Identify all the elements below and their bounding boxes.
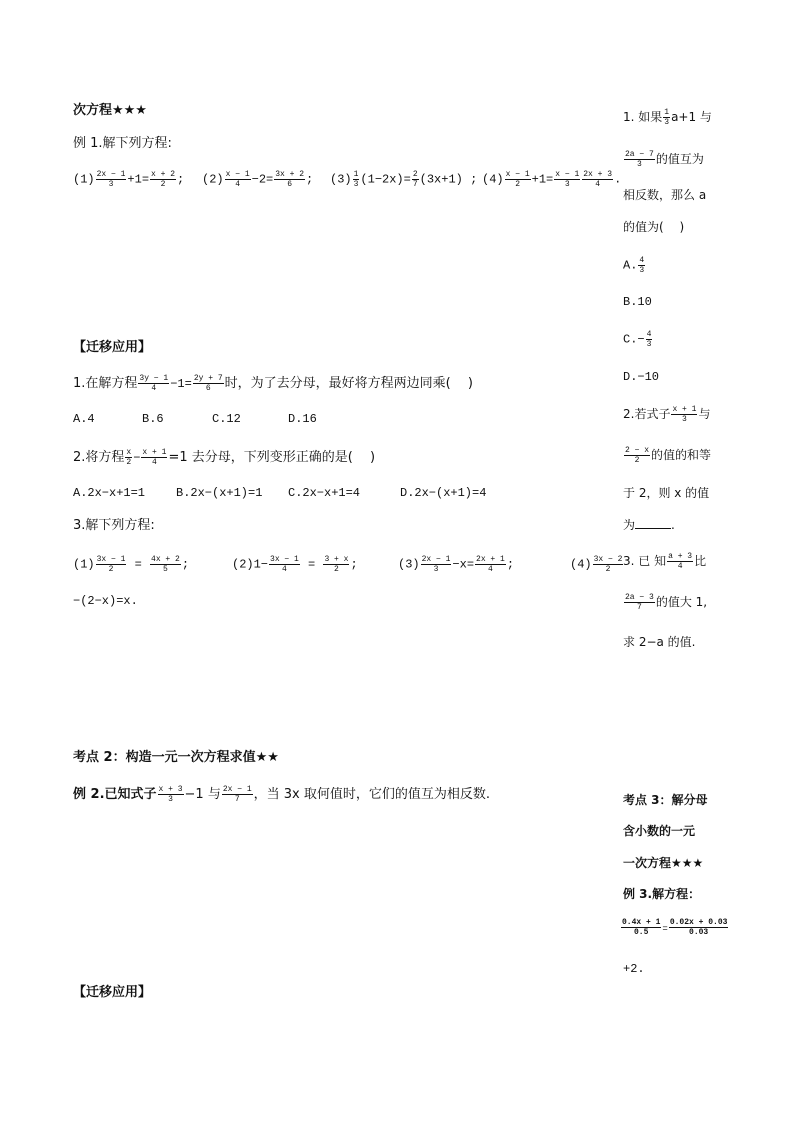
right-question-2-line-4: 为 . [623, 518, 675, 532]
right-question-2-line-1: 2.若式子 $\frac{x + 1}{3}$ 与 [623, 405, 711, 424]
section-heading-3-line-2: 含小数的一元 [623, 824, 696, 838]
question-1-option-c: C.12 [212, 412, 241, 426]
right-question-2-line-2: $\frac{2 - x}{2}$ 的值的和等 [625, 446, 712, 465]
question-2-option-a: A.2x−x+1=1 [73, 486, 146, 500]
right-question-1-option-c: C.− $\frac{4}{3}$ [623, 330, 652, 349]
right-question-1-option-b: B.10 [623, 295, 652, 309]
question-2-option-d: D.2x−(x+1)=4 [400, 486, 487, 500]
example-1-eq-4: (4) $\frac{x - 1}{2}$ +1= $\frac{x - 1}{3}$ $\frac{2x + 3}{4}$ . [482, 170, 622, 189]
question-1: 1.在解方程 $\frac{3y - 1}{4}$ −1= $\frac{2y + 7}{6}$ 时，为了去分母，最好将方程两边同乘( ) [73, 374, 473, 393]
right-question-3-line-3: 求 2−a 的值. [623, 635, 696, 649]
section-heading-3-line-3: 一次方程★★★ [623, 856, 704, 870]
example-1-eq-1: (1) $\frac{2x - 1}{3}$ +1= $\frac{x + 2}{2}$ ; [73, 170, 185, 189]
example-1-eq-2: (2) $\frac{x - 1}{4}$ −2= $\frac{3x + 2}{6}$ ; [202, 170, 314, 189]
transfer-heading-2: 【迁移应用】 [73, 985, 152, 1000]
transfer-heading-1: 【迁移应用】 [73, 340, 152, 355]
example-1-eq-3: (3) $\frac{1}{3}$ (1−2x)= $\frac{2}{7}$ (3x+1) ; [330, 170, 478, 189]
question-1-option-a: A.4 [73, 412, 95, 426]
question-1-option-d: D.16 [288, 412, 317, 426]
question-2-option-c: C.2x−x+1=4 [288, 486, 361, 500]
question-3-title: 3.解下列方程: [73, 518, 155, 533]
right-question-2-line-3: 于 2，则 x 的值 [623, 486, 710, 500]
example-1-title: 例 1.解下列方程: [73, 136, 172, 151]
example-3-equation-tail: +2. [623, 962, 645, 976]
right-question-3-line-2: $\frac{2a - 3}{7}$ 的值大 1, [625, 593, 708, 612]
question-2-option-b: B.2x−(x+1)=1 [176, 486, 263, 500]
answer-blank [635, 516, 671, 529]
example-3-equation: $\frac{0.4x + 1}{0.5}$ = $\frac{0.02x + 0.03}{0.03}$ [622, 918, 728, 937]
right-question-1-line-4: 的值为( ) [623, 220, 685, 234]
section-heading-3-line-1: 考点 3：解分母 [623, 793, 708, 807]
section-heading-2: 考点 2：构造一元一次方程求值★★ [73, 750, 279, 765]
question-2: 2.将方程 $\frac{x}{2}$ − $\frac{x + 1}{4}$ =1 去分母，下列变形正确的是( ) [73, 448, 376, 467]
question-3-eq-3: (3) $\frac{2x - 1}{3}$ −x= $\frac{2x + 1}{4}$ ; [398, 555, 515, 574]
right-question-3-line-1: 3. 已 知 $\frac{a + 3}{4}$ 比 [623, 552, 707, 571]
right-question-1-line-3: 相反数，那么 a [623, 188, 707, 202]
right-question-1-option-d: D.−10 [623, 370, 660, 384]
right-question-1-line-2: $\frac{2a - 7}{3}$ 的值互为 [625, 150, 704, 169]
right-question-1-line-1: 1. 如果 $\frac{1}{3}$ a+1 与 [623, 108, 712, 127]
question-3-eq-4-continued: −(2−x)=x. [73, 594, 138, 608]
example-3-title: 例 3.解方程： [623, 887, 701, 901]
example-2: 例 2.已知式子 $\frac{x + 3}{3}$ −1 与 $\frac{2x - 1}{7}$ ，当 3x 取何值时，它们的值互为相反数. [73, 785, 491, 804]
right-question-1-option-a: A. $\frac{4}{3}$ [623, 256, 645, 275]
question-1-option-b: B.6 [142, 412, 164, 426]
section-heading-1: 次方程★★★ [73, 103, 147, 118]
question-3-eq-2: (2)1− $\frac{3x - 1}{4}$ = $\frac{3 + x}{2}$ ; [232, 555, 358, 574]
question-3-eq-4: (4) $\frac{3x - 2}{2}$ [570, 555, 623, 574]
question-3-eq-1: (1) $\frac{3x - 1}{2}$ = $\frac{4x + 2}{5}$ ; [73, 555, 190, 574]
